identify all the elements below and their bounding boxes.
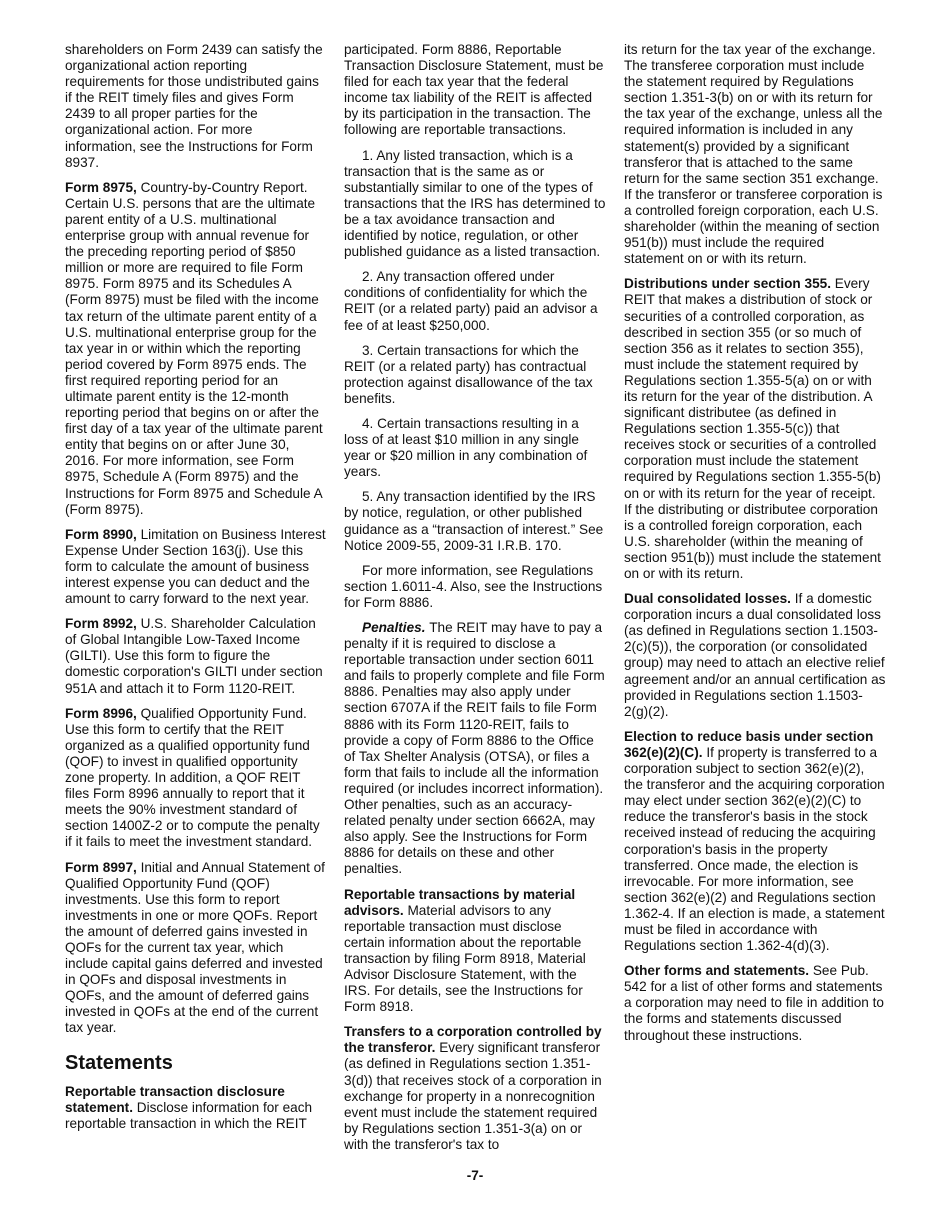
distributions-355-text: Every REIT that makes a distribution of stock or securities of a controlled corporation, as described in section 355 (or so much of section 356 as it relates to section 355), must include the statement required by Regulations section 1.355-5(a) on or with its return for the year of the distribution. A significant distributee (as defined in Regulations section 1.355-5(c)) that receives stock or securities of a controlled corporation must include the statement required by Regulations section 1.355-5(b) on or with its return for the year of receipt. If the distributing or distributee corporation is a controlled foreign corporation, each U.S. shareholder (within the meaning of section 951(b)) must include the statement on or with its return.	[624, 276, 881, 581]
paragraph-other-forms	[624, 963, 886, 1043]
statements-heading: Statements	[65, 1051, 173, 1074]
election-reduce-basis-text: If property is transferred to a corporation subject to section 362(e)(2), the transferor and the acquiring corporation may elect under section 362(e)(2)(C) to reduce the transferor's basis in the stock received instead of reducing the acquiring corporation's basis in the property transferred. Once made, the election is irrevocable. For more information, see section 362(e)(2) and Regulations section 1.362-4. If an election is made, a statement must be filed in accordance with Regulations section 1.362-4(d)(3).	[624, 744, 885, 954]
paragraph-form-8992	[65, 616, 327, 696]
paragraph-form-2439-continued: shareholders on Form 2439 can satisfy the organizational action reporting requirements for those undistributed gains if the REIT timely files and gives Form 2439 to all proper parties for the organizational action. For more information, see the Instructions for Form 8937.	[65, 42, 323, 170]
paragraph-transfers-continued: its return for the tax year of the exchange. The transferee corporation must include the statement required by Regulations section 1.351-3(b) on or with its return for the tax year of the exchange, unless all the required information is included in any statement(s) provided by a significant transferor that is attached to the same return for the same section 351 exchange. If the transferor or transferee corporation is a controlled foreign corporation, each U.S. shareholder (within the meaning of section 951(b)) must include the required statement on or with its return.	[624, 42, 883, 267]
dual-consolidated-losses-heading: Dual consolidated losses.	[624, 591, 791, 607]
reportable-transaction-disclosure-heading: Reportable transaction disclosure statement.	[65, 1083, 285, 1115]
column-3	[624, 42, 886, 1053]
form-8990-heading: Form 8990,	[65, 526, 137, 542]
penalties-text: The REIT may have to pay a penalty if it is required to disclose a reportable transaction under section 6011 and fails to properly complete and file Form 8886. Penalties may also apply under section 6707A if the REIT fails to file Form 8886 with its Form 1120-REIT, fails to provide a copy of Form 8886 to the Office of Tax Shelter Analysis (OTSA), or files a form that fails to include all the information required (or includes incorrect information). Other penalties, such as an accuracy-related penalty under section 6662A, may also apply. See the Instructions for Form 8886 for details on these and other penalties.	[344, 620, 605, 877]
material-advisors-text: Material advisors to any reportable transaction must disclose certain information about the reportable transaction by filing Form 8918, Material Advisor Disclosure Statement, with the IRS. For details, see the Instructions for Form 8918.	[344, 902, 586, 1015]
list-item: 1. Any listed transaction, which is a transaction that is the same as or substantially similar to one of the types of transactions that the IRS has determined to be a tax avoidance transaction and identified by notice, regulation, or other published guidance as a listed transaction.	[344, 147, 606, 260]
list-item: 2. Any transaction offered under conditions of confidentiality for which the REIT (or a related party) paid an advisor a fee of at least $250,000.	[344, 269, 598, 333]
distributions-355-heading: Distributions under section 355.	[624, 276, 831, 292]
dual-consolidated-losses-text: If a domestic corporation incurs a dual consolidated loss (as defined in Regulations section 1.1503-2(c)(5)), the corporation (or consolidated group) may need to attach an elective relief agreement and/or an annual certification as provided in Regulations section 1.1503-2(g)(2).	[624, 591, 886, 719]
column-1	[65, 42, 327, 1141]
page-number: -7-	[466, 1168, 484, 1183]
form-8992-text: U.S. Shareholder Calculation of Global Intangible Low-Taxed Income (GILTI). Use this form to figure the domestic corporation's GILTI under section 951A and attach it to Form 1120-REIT.	[65, 616, 323, 696]
transfers-heading: Transfers to a corporation controlled by the transferor.	[344, 1024, 602, 1056]
form-8997-text: Initial and Annual Statement of Qualified Opportunity Fund (QOF) investments. Use this form to report investments in one or more QOFs. Report the amount of deferred gains invested in QOFs for the current tax year, which include capital gains deferred and invested in QOFs and disposal investments in QOFs, and the amount of deferred gains invested in QOFs at the end of the current tax year.	[65, 859, 325, 1036]
material-advisors-heading: Reportable transactions by material advisors.	[344, 886, 576, 918]
paragraph-more-information: For more information, see Regulations section 1.6011-4. Also, see the Instructions for Form 8886.	[344, 562, 603, 610]
list-item: 4. Certain transactions resulting in a loss of at least $10 million in any single year or $20 million in any combination of years.	[344, 415, 588, 480]
list-item: 5. Any transaction identified by the IRS by notice, regulation, or other published guidance as a “transaction of interest.” See Notice 2009-55, 2009-31 I.R.B. 170.	[344, 489, 604, 553]
election-reduce-basis-heading: Election to reduce basis under section 362(e)(2)(C).	[624, 728, 874, 760]
form-8996-text: Qualified Opportunity Fund. Use this form to certify that the REIT organized as a qualified opportunity fund (QOF) to invest in qualified opportunity zone property. In addition, a QOF REIT files Form 8996 annually to report that it meets the 90% investment standard of section 1400Z-2 or to compute the penalty if it fails to meet the investment standard.	[65, 705, 320, 850]
reportable-transaction-disclosure-text: Disclose information for each reportable transaction in which the REIT	[65, 1099, 313, 1131]
transfers-text: Every significant transferor (as defined in Regulations section 1.351-3(d)) that receives stock of a corporation in exchange for property in a nonrecognition event must include the statement required by Regulations section 1.351-3(a) on or with the transferor's tax to	[344, 1040, 602, 1152]
paragraph-election-reduce-basis	[624, 729, 886, 954]
paragraph-penalties	[344, 620, 606, 878]
paragraph-transfers-controlled-corporation	[344, 1024, 606, 1153]
paragraph-distributions-355	[624, 276, 886, 582]
list-item: 3. Certain transactions for which the REIT (or a related party) has contractual protection against disallowance of the tax benefits.	[344, 342, 593, 406]
form-8975-heading: Form 8975,	[65, 179, 137, 195]
form-8996-heading: Form 8996,	[65, 705, 137, 721]
other-forms-text: See Pub. 542 for a list of other forms and statements a corporation may need to file in addition to the forms and statements discussed throughout these instructions.	[624, 963, 884, 1043]
paragraph-reportable-transaction-disclosure	[65, 1084, 327, 1132]
paragraph-form-8886-continued: participated. Form 8886, Reportable Transaction Disclosure Statement, must be filed for each tax year that the federal income tax liability of the REIT is affected by its participation in the transaction. The following are reportable transactions.	[344, 42, 604, 138]
form-8975-text: Country-by-Country Report. Certain U.S. persons that are the ultimate parent entity of a U.S. multinational enterprise group with annual revenue for the preceding reporting period of $850 million or more are required to file Form 8975. Form 8975 and its Schedules A (Form 8975) must be filed with the income tax return of the ultimate parent entity of a U.S. multinational enterprise group for the tax year in or within which the reporting period covered by Form 8975 ends. The first required reporting period for an ultimate parent entity is the 12-month reporting period that begins on or after the first day of a tax year of the ultimate parent entity that begins on or after June 30, 2016. For more information, see Form 8975, Schedule A (Form 8975) and the Instructions for Form 8975 and Schedule A (Form 8975).	[65, 179, 323, 517]
form-8990-text: Limitation on Business Interest Expense Under Section 163(j). Use this form to calculate the amount of business interest expense you can deduct and the amount to carry forward to the next year.	[65, 526, 326, 607]
paragraph-form-8996	[65, 706, 327, 851]
paragraph-material-advisors	[344, 887, 606, 1016]
paragraph-form-8997	[65, 860, 327, 1037]
column-2	[344, 42, 606, 1162]
paragraph-form-8975	[65, 180, 327, 518]
paragraph-dual-consolidated-losses	[624, 591, 886, 720]
paragraph-form-8990	[65, 527, 327, 607]
other-forms-heading: Other forms and statements.	[624, 963, 810, 979]
form-8992-heading: Form 8992,	[65, 616, 137, 632]
form-8997-heading: Form 8997,	[65, 859, 137, 875]
penalties-heading: Penalties.	[362, 620, 426, 635]
